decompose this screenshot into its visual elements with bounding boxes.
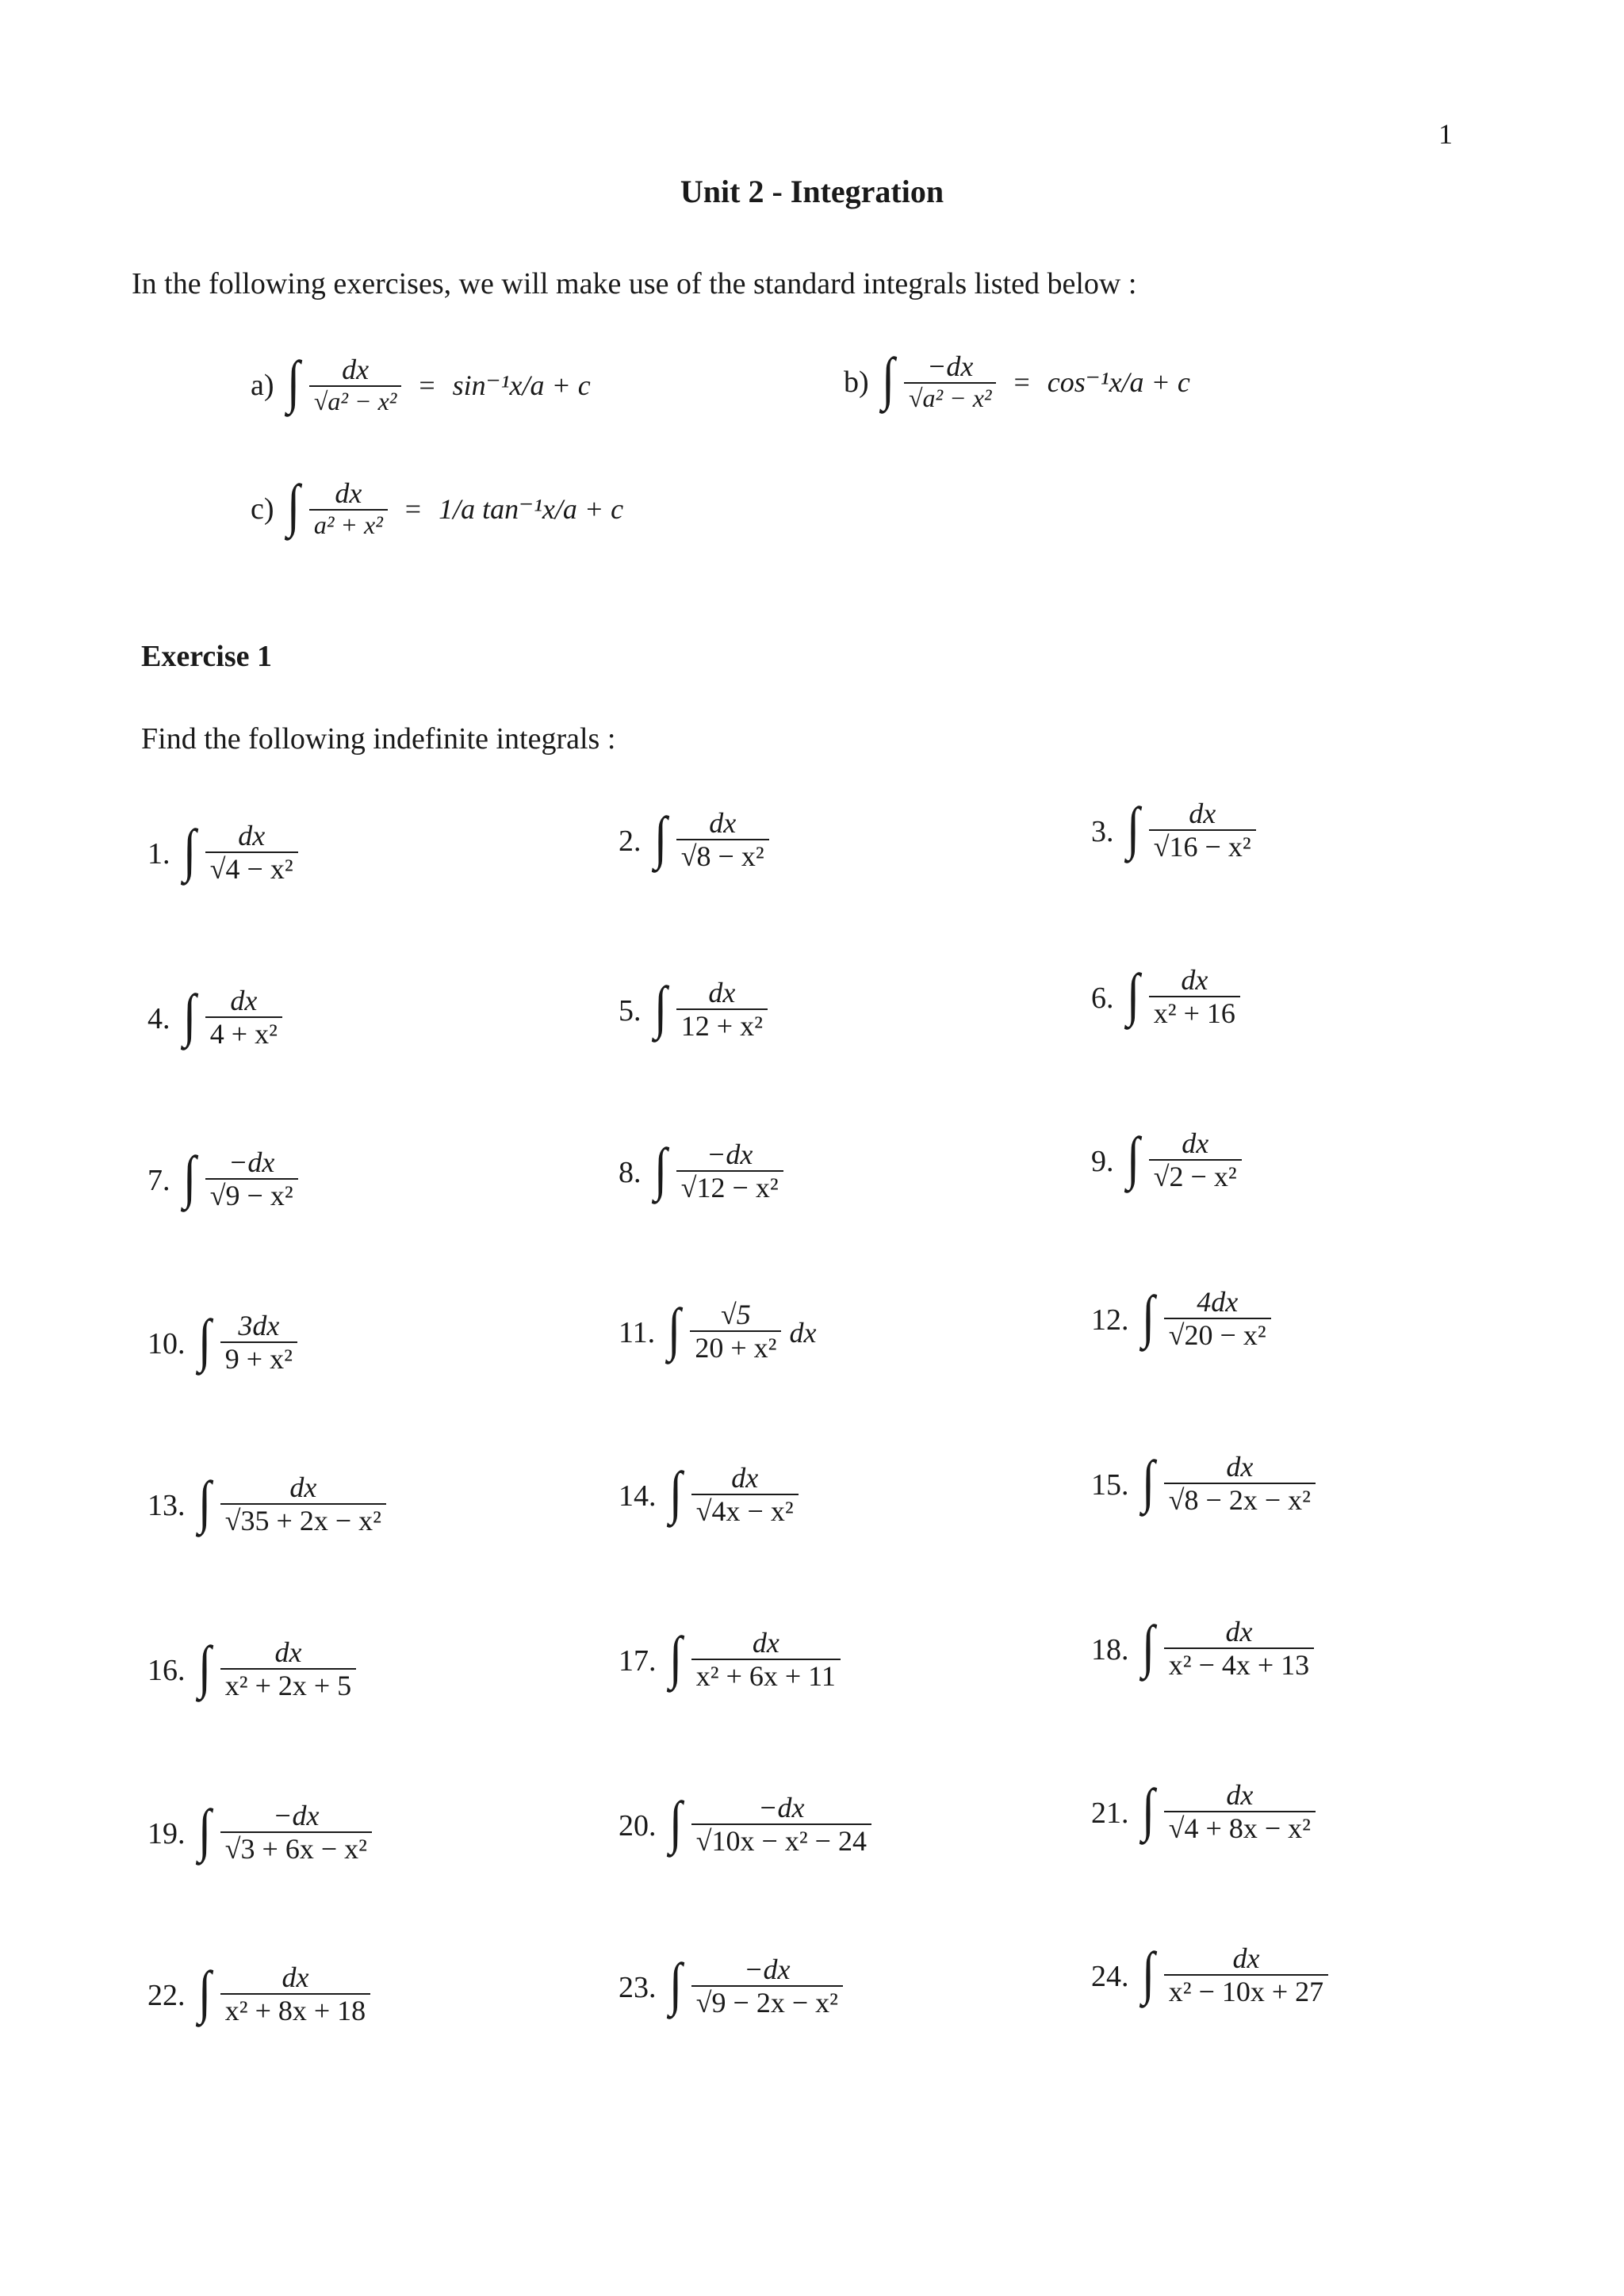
formula-label: a) bbox=[251, 369, 274, 403]
exercise-2 bbox=[619, 805, 769, 873]
formula-label: c) bbox=[251, 492, 274, 526]
integral-sign: ∫ bbox=[1141, 1284, 1155, 1349]
numerator: dx bbox=[1232, 1942, 1260, 1974]
exercise-10 bbox=[147, 1307, 297, 1376]
exercise-label: 9. bbox=[1091, 1144, 1114, 1178]
numerator: dx bbox=[289, 1471, 317, 1503]
integral-sign: ∫ bbox=[197, 1634, 211, 1700]
integral-sign: ∫ bbox=[1141, 1448, 1155, 1514]
exercise-label: 14. bbox=[619, 1479, 657, 1513]
integral-sign: ∫ bbox=[197, 1307, 211, 1373]
numerator: −dx bbox=[927, 350, 974, 382]
denominator: x² − 4x + 13 bbox=[1164, 1647, 1314, 1682]
numerator: dx bbox=[282, 1961, 309, 1993]
integral-sign: ∫ bbox=[653, 974, 667, 1040]
denominator: 9 + x² bbox=[220, 1341, 297, 1376]
integral-sign: ∫ bbox=[668, 1789, 682, 1855]
intro-text: In the following exercises, we will make use of the standard integrals listed below : bbox=[132, 267, 1137, 300]
numerator: −dx bbox=[707, 1138, 753, 1170]
fraction bbox=[220, 1311, 297, 1376]
denominator: √10x − x² − 24 bbox=[691, 1823, 871, 1858]
formula-label: b) bbox=[844, 365, 869, 400]
exercise-16 bbox=[147, 1634, 356, 1702]
fraction bbox=[1149, 966, 1240, 1030]
integral-sign: ∫ bbox=[286, 473, 300, 539]
exercise-label: 20. bbox=[619, 1808, 657, 1843]
integral-sign: ∫ bbox=[1141, 1613, 1155, 1679]
denominator: 12 + x² bbox=[676, 1008, 768, 1043]
fraction bbox=[1164, 1617, 1314, 1682]
exercise-label: 15. bbox=[1091, 1468, 1129, 1502]
integral-sign: ∫ bbox=[668, 1296, 681, 1362]
denominator: √8 − x² bbox=[676, 839, 769, 873]
instruction-text: Find the following indefinite integrals : bbox=[141, 722, 616, 756]
denominator: √4x − x² bbox=[691, 1494, 799, 1528]
page-title: Unit 2 - Integration bbox=[680, 174, 944, 209]
fraction bbox=[691, 1955, 843, 2019]
denominator: x² + 2x + 5 bbox=[220, 1668, 356, 1702]
formula-result: 1/a tan⁻¹x/a + c bbox=[439, 493, 624, 526]
exercise-6 bbox=[1091, 962, 1240, 1030]
denominator: √a² − x² bbox=[904, 382, 997, 413]
fraction bbox=[205, 986, 282, 1050]
exercise-18 bbox=[1091, 1613, 1314, 1682]
fraction bbox=[1164, 1452, 1316, 1517]
exercise-17 bbox=[619, 1624, 841, 1693]
exercise-1 bbox=[147, 817, 298, 886]
fraction bbox=[1164, 1288, 1271, 1352]
exercise-label: 13. bbox=[147, 1488, 186, 1522]
exercise-label: 10. bbox=[147, 1326, 186, 1360]
exercise-9 bbox=[1091, 1125, 1242, 1193]
fraction bbox=[676, 1140, 783, 1204]
denominator: √9 − x² bbox=[205, 1178, 298, 1212]
fraction bbox=[691, 1628, 841, 1693]
exercise-label: 24. bbox=[1091, 1959, 1129, 1993]
numerator: −dx bbox=[228, 1146, 275, 1178]
exercise-7 bbox=[147, 1144, 298, 1212]
integral-sign: ∫ bbox=[668, 1624, 682, 1690]
exercise-label: 21. bbox=[1091, 1796, 1129, 1830]
integral-sign: ∫ bbox=[182, 817, 196, 883]
fraction bbox=[220, 1638, 356, 1702]
fraction bbox=[904, 352, 997, 413]
fraction bbox=[309, 355, 402, 416]
exercise-8 bbox=[619, 1136, 783, 1204]
numerator: √5 bbox=[721, 1299, 751, 1330]
integral-sign: ∫ bbox=[1126, 962, 1139, 1027]
integral-sign: ∫ bbox=[197, 1959, 211, 2025]
denominator: x² − 10x + 27 bbox=[1164, 1974, 1328, 2008]
exercise-label: 7. bbox=[147, 1163, 170, 1197]
fraction bbox=[205, 821, 298, 886]
denominator: √2 − x² bbox=[1149, 1159, 1242, 1193]
numerator: dx bbox=[1226, 1451, 1254, 1483]
fraction bbox=[691, 1793, 871, 1858]
fraction bbox=[220, 1963, 370, 2027]
exercise-label: 12. bbox=[1091, 1303, 1129, 1337]
numerator: −dx bbox=[744, 1954, 791, 1985]
fraction bbox=[1164, 1944, 1328, 2008]
numerator: dx bbox=[752, 1627, 779, 1659]
integral-sign: ∫ bbox=[182, 1144, 196, 1210]
fraction bbox=[676, 809, 769, 873]
standard-integral-a bbox=[251, 350, 591, 416]
integral-sign: ∫ bbox=[1126, 1125, 1139, 1191]
denominator: x² + 6x + 11 bbox=[691, 1659, 841, 1693]
exercise-23 bbox=[619, 1951, 843, 2019]
denominator: √4 + 8x − x² bbox=[1164, 1811, 1316, 1845]
denominator: √a² − x² bbox=[309, 385, 402, 416]
integral-sign: ∫ bbox=[668, 1460, 682, 1525]
integral-sign: ∫ bbox=[286, 350, 300, 415]
fraction bbox=[220, 1801, 372, 1866]
equals-sign: = bbox=[419, 369, 435, 402]
numerator: dx bbox=[1181, 964, 1208, 996]
numerator: dx bbox=[335, 477, 362, 509]
denominator: √4 − x² bbox=[205, 851, 298, 886]
denominator: √20 − x² bbox=[1164, 1318, 1271, 1352]
denominator: √35 + 2x − x² bbox=[220, 1503, 386, 1537]
denominator: √3 + 6x − x² bbox=[220, 1831, 372, 1866]
exercise-14 bbox=[619, 1460, 799, 1528]
integral-sign: ∫ bbox=[1141, 1940, 1155, 2006]
exercise-22 bbox=[147, 1959, 370, 2027]
standard-integral-b bbox=[844, 346, 1190, 413]
fraction bbox=[691, 1464, 799, 1528]
exercise-label: 23. bbox=[619, 1970, 657, 2004]
denominator: √12 − x² bbox=[676, 1170, 783, 1204]
exercise-15 bbox=[1091, 1448, 1316, 1517]
exercise-11 bbox=[619, 1296, 817, 1364]
integral-sign: ∫ bbox=[182, 982, 196, 1048]
equals-sign: = bbox=[404, 493, 422, 526]
integral-sign: ∫ bbox=[668, 1951, 682, 2017]
integral-sign: ∫ bbox=[1126, 795, 1139, 861]
exercise-label: 1. bbox=[147, 836, 170, 871]
numerator: dx bbox=[708, 977, 736, 1008]
standard-integral-c bbox=[251, 473, 624, 540]
integral-sign: ∫ bbox=[1141, 1777, 1155, 1843]
denominator: √16 − x² bbox=[1149, 829, 1256, 863]
exercise-label: 8. bbox=[619, 1155, 642, 1189]
exercise-label: 17. bbox=[619, 1644, 657, 1678]
fraction bbox=[205, 1148, 298, 1212]
denominator: 20 + x² bbox=[690, 1330, 781, 1364]
numerator: dx bbox=[230, 985, 258, 1016]
denominator: √9 − 2x − x² bbox=[691, 1985, 843, 2019]
integral-sign: ∫ bbox=[197, 1797, 211, 1863]
denominator: x² + 16 bbox=[1149, 996, 1240, 1030]
formula-result: sin⁻¹x/a + c bbox=[452, 369, 591, 402]
exercise-label: 2. bbox=[619, 824, 642, 858]
exercise-label: 6. bbox=[1091, 981, 1114, 1015]
numerator: dx bbox=[1225, 1616, 1253, 1647]
formula-result: cos⁻¹x/a + c bbox=[1047, 366, 1190, 399]
numerator: dx bbox=[731, 1462, 759, 1494]
integral-sign: ∫ bbox=[197, 1469, 211, 1535]
fraction bbox=[676, 978, 768, 1043]
numerator: 4dx bbox=[1197, 1286, 1239, 1318]
page-number: 1 bbox=[1438, 118, 1453, 150]
integral-sign: ∫ bbox=[653, 1136, 667, 1202]
exercise-4 bbox=[147, 982, 282, 1050]
numerator: −dx bbox=[273, 1800, 320, 1831]
denominator: x² + 8x + 18 bbox=[220, 1993, 370, 2027]
exercise-21 bbox=[1091, 1777, 1316, 1845]
dx-suffix: dx bbox=[789, 1316, 817, 1349]
exercise-label: 19. bbox=[147, 1816, 186, 1850]
fraction bbox=[220, 1473, 386, 1537]
numerator: dx bbox=[342, 354, 370, 385]
integral-sign: ∫ bbox=[653, 805, 667, 871]
fraction bbox=[1149, 1129, 1242, 1193]
exercise-label: 22. bbox=[147, 1978, 186, 2012]
integral-sign: ∫ bbox=[881, 346, 894, 412]
exercise-24 bbox=[1091, 1940, 1328, 2008]
exercise-label: 16. bbox=[147, 1653, 186, 1687]
exercise-label: 4. bbox=[147, 1001, 170, 1035]
denominator: √8 − 2x − x² bbox=[1164, 1483, 1316, 1517]
numerator: dx bbox=[1182, 1127, 1209, 1159]
exercise-label: 18. bbox=[1091, 1632, 1129, 1667]
fraction bbox=[1149, 799, 1256, 863]
numerator: dx bbox=[1189, 798, 1216, 829]
numerator: 3dx bbox=[238, 1310, 280, 1341]
exercise-20 bbox=[619, 1789, 871, 1858]
numerator: −dx bbox=[758, 1792, 805, 1823]
exercise-heading: Exercise 1 bbox=[141, 640, 272, 673]
numerator: dx bbox=[1226, 1779, 1254, 1811]
fraction bbox=[1164, 1781, 1316, 1845]
exercise-12 bbox=[1091, 1284, 1271, 1352]
numerator: dx bbox=[709, 807, 737, 839]
numerator: dx bbox=[238, 820, 266, 851]
exercise-19 bbox=[147, 1797, 372, 1866]
exercise-3 bbox=[1091, 795, 1256, 863]
exercise-label: 5. bbox=[619, 993, 642, 1027]
exercise-label: 3. bbox=[1091, 814, 1114, 848]
equals-sign: = bbox=[1013, 366, 1030, 399]
fraction bbox=[690, 1300, 781, 1364]
numerator: dx bbox=[274, 1636, 302, 1668]
exercise-5 bbox=[619, 974, 768, 1043]
exercise-label: 11. bbox=[619, 1315, 656, 1349]
denominator: a² + x² bbox=[309, 509, 388, 540]
fraction bbox=[309, 479, 388, 540]
denominator: 4 + x² bbox=[205, 1016, 282, 1050]
exercise-13 bbox=[147, 1469, 386, 1537]
